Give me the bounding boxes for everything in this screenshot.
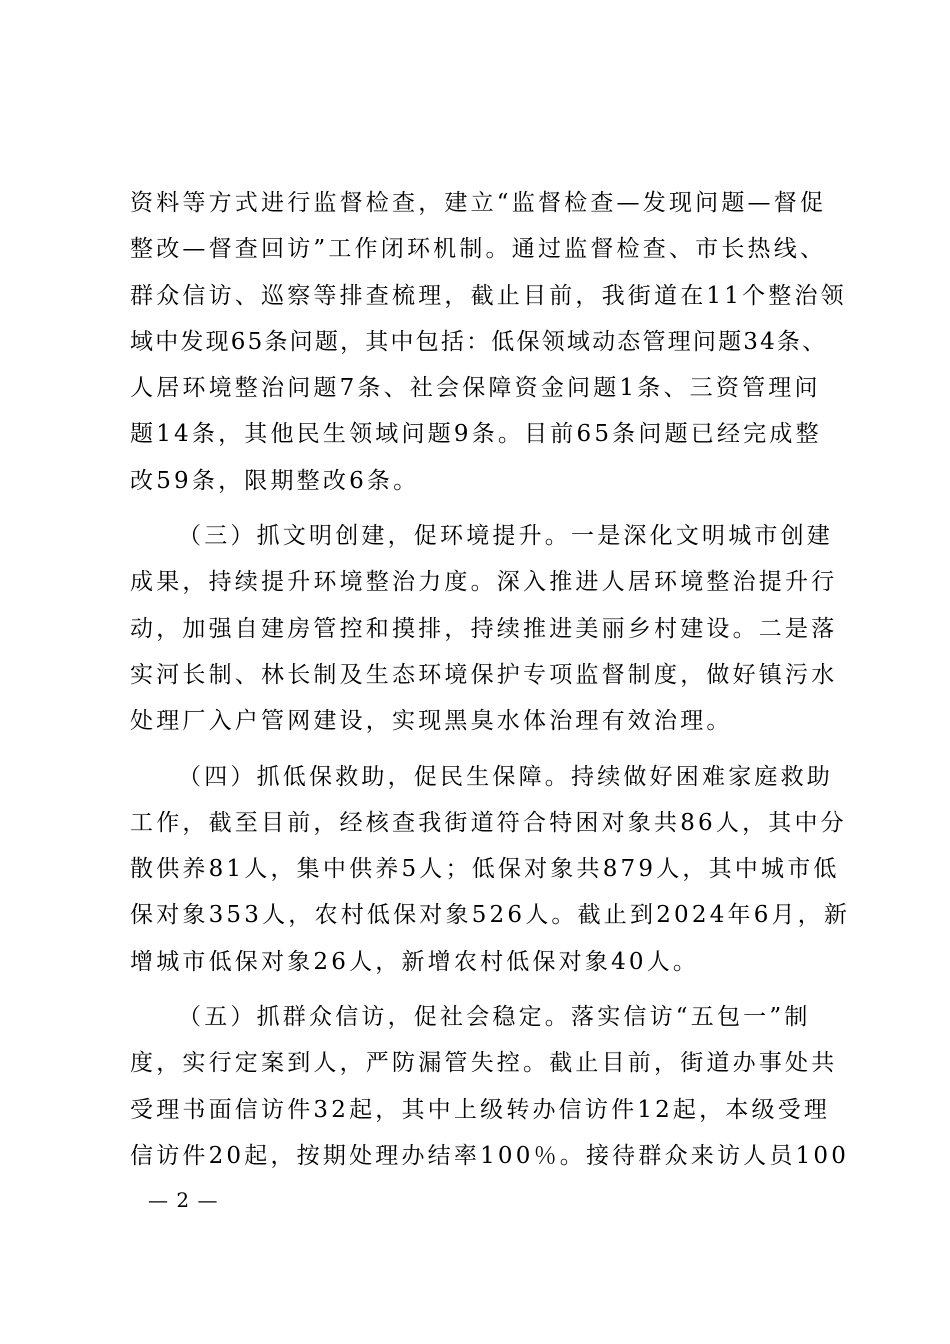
- document-body: [130, 180, 851, 1179]
- text-line: 资料等方式进行监督检查，建立“监督检查—发现问题—督促: [130, 190, 827, 216]
- section-heading-line: （五）抓群众信访，促社会稳定。落实信访“五包一”制: [178, 1004, 811, 1031]
- text-line: 群众信访、巡察等排查梳理，截止目前，我街道在11个整治领: [130, 282, 847, 309]
- text-line: 整改—督查回访”工作闭环机制。通过监督检查、市长热线、: [130, 236, 827, 263]
- paragraph-supervision: [130, 180, 847, 504]
- text-line: 信访件20起，按期处理办结率100％。接待群众来访人员100: [130, 1142, 850, 1169]
- text-line: 工作，截至目前，经核查我街道符合特困对象共86人，其中分: [130, 809, 847, 836]
- paragraph-civilization: [130, 513, 838, 744]
- text-line: 实河长制、林长制及生态环境保护专项监督制度，做好镇污水: [130, 661, 838, 688]
- text-line: 度，实行定案到人，严防漏管失控。截止目前，街道办事处共: [130, 1050, 838, 1077]
- text-line: 题14条，其他民生领域问题9条。目前65条问题已经完成整: [130, 421, 822, 448]
- text-line: 成果，持续提升环境整治力度。深入推进人居环境整治提升行: [130, 569, 838, 596]
- text-line: 改59条，限期整改6条。: [130, 467, 420, 494]
- text-line: 域中发现65条问题，其中包括：低保领域动态管理问题34条、: [130, 328, 828, 355]
- text-line: 保对象353人，农村低保对象526人。截止到2024年6月，新: [130, 902, 851, 929]
- section-heading-line: （四）抓低保救助，促民生保障。持续做好困难家庭救助: [178, 763, 833, 790]
- section-heading-line: （三）抓文明创建，促环境提升。一是深化文明城市创建: [178, 523, 833, 550]
- text-line: 散供养81人，集中供养5人；低保对象共879人，其中城市低: [130, 856, 840, 883]
- text-line: 处理厂入户管网建设，实现黑臭水体治理有效治理。: [130, 708, 733, 735]
- page-number: — 2 —: [148, 1188, 219, 1212]
- paragraph-petitions: [130, 994, 850, 1179]
- text-line: 人居环境整治问题7条、社会保障资金问题1条、三资管理问: [130, 375, 821, 402]
- text-line: 动，加强自建房管控和摸排，持续推进美丽乡村建设。二是落: [130, 615, 838, 642]
- text-line: 增城市低保对象26人，新增农村低保对象40人。: [130, 948, 700, 975]
- paragraph-welfare: [130, 754, 851, 985]
- text-line: 受理书面信访件32起，其中上级转办信访件12起，本级受理: [130, 1096, 831, 1123]
